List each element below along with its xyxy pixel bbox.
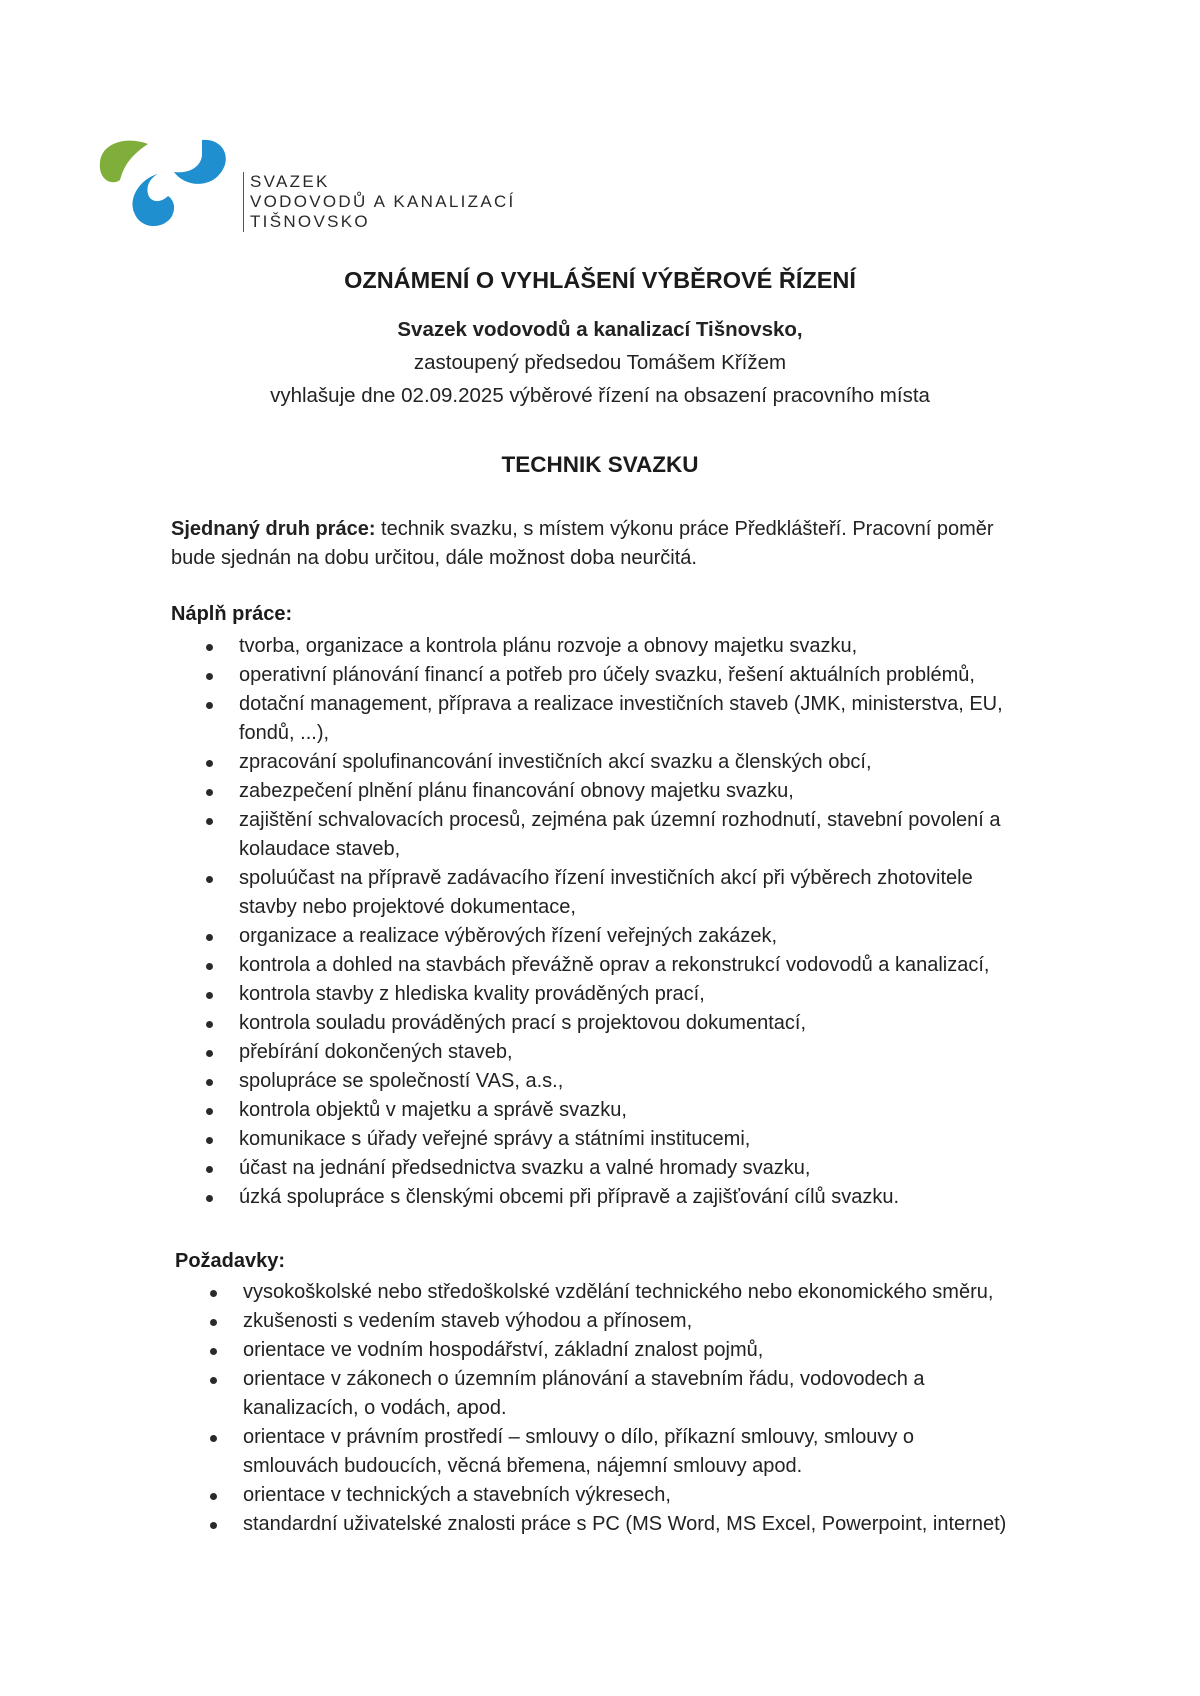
list-item-text: zkušenosti s vedením staveb výhodou a přínosem,: [243, 1310, 693, 1332]
bullet-icon: [210, 1377, 217, 1384]
blue-drop-lower-icon: [133, 174, 174, 226]
bullet-icon: [206, 1079, 213, 1086]
bullet-icon: [210, 1435, 217, 1442]
list-item: [171, 690, 1003, 748]
list-item-text: kontrola objektů v majetku a správě svazku,: [239, 1099, 627, 1121]
bullet-icon: [206, 1166, 213, 1173]
bullet-icon: [206, 876, 213, 883]
intro-announcement: vyhlašuje dne 02.09.2025 výběrové řízení na obsazení pracovního místa: [270, 384, 930, 407]
list-item-text: kontrola stavby z hlediska kvality prováděných prací,: [239, 983, 705, 1005]
list-item-text: stavby nebo projektové dokumentace,: [239, 896, 576, 918]
list-item: [175, 1510, 1006, 1539]
green-drop-icon: [100, 141, 148, 183]
bullet-icon: [206, 992, 213, 999]
intro-represented: zastoupený předsedou Tomášem Křížem: [413, 351, 787, 374]
duties-list: [171, 632, 1003, 1212]
work-type-text-line-2: bude sjednán na dobu určitou, dále možnost doba neurčitá.: [171, 547, 697, 569]
requirements-heading: Požadavky:: [175, 1250, 286, 1272]
list-item-text: fondů, ...),: [239, 722, 330, 744]
list-item-text: standardní uživatelské znalosti práce s PC (MS Word, MS Excel, Powerpoint, internet): [243, 1513, 1007, 1535]
bullet-icon: [206, 1050, 213, 1057]
bullet-icon: [206, 963, 213, 970]
organization-logo: [98, 138, 238, 233]
blue-drop-icon: [174, 140, 226, 184]
bullet-icon: [206, 644, 213, 651]
bullet-icon: [206, 1021, 213, 1028]
bullet-icon: [206, 760, 213, 767]
list-item: [175, 1481, 1006, 1510]
bullet-icon: [206, 1137, 213, 1144]
org-name-line-3: TIŠNOVSKO: [250, 212, 370, 231]
bullet-icon: [206, 702, 213, 709]
list-item-text: orientace v technických a stavebních výkresech,: [243, 1484, 671, 1506]
bullet-icon: [210, 1319, 217, 1326]
requirements-list: [175, 1278, 1006, 1539]
list-item: [171, 980, 1003, 1009]
bullet-icon: [206, 1195, 213, 1202]
list-item: [171, 1183, 1003, 1212]
list-item-text: organizace a realizace výběrových řízení veřejných zakázek,: [239, 925, 778, 947]
list-item: [175, 1423, 1006, 1481]
org-name-line-2: VODOVODŮ A KANALIZACÍ: [250, 192, 516, 211]
work-type-paragraph: [171, 515, 1071, 573]
list-item-text: orientace v zákonech o územním plánování a stavebním řádu, vodovodech a: [243, 1368, 925, 1390]
list-item: [171, 1067, 1003, 1096]
list-item: [171, 922, 1003, 951]
list-item: [171, 1154, 1003, 1183]
list-item-text: kontrola souladu prováděných prací s projektovou dokumentací,: [239, 1012, 807, 1034]
work-type-text-line-1: technik svazku, s místem výkonu práce Předklášteří. Pracovní poměr: [375, 518, 994, 540]
list-item-text: kolaudace staveb,: [239, 838, 401, 860]
bullet-icon: [210, 1348, 217, 1355]
list-item-text: spolupráce se společností VAS, a.s.,: [239, 1070, 564, 1092]
intro-organization: Svazek vodovodů a kanalizací Tišnovsko,: [397, 318, 803, 341]
list-item: [171, 1038, 1003, 1067]
list-item-text: zabezpečení plnění plánu financování obnovy majetku svazku,: [239, 780, 794, 802]
bullet-icon: [206, 934, 213, 941]
list-item: [175, 1336, 1006, 1365]
list-item-text: účast na jednání předsednictva svazku a valné hromady svazku,: [239, 1157, 811, 1179]
bullet-icon: [206, 818, 213, 825]
position-title: TECHNIK SVAZKU: [501, 452, 699, 477]
list-item: [171, 1125, 1003, 1154]
list-item: [171, 864, 1003, 922]
list-item: [171, 951, 1003, 980]
list-item: [171, 1009, 1003, 1038]
list-item-text: operativní plánování financí a potřeb pro účely svazku, řešení aktuálních problémů,: [239, 664, 975, 686]
list-item-text: kontrola a dohled na stavbách převážně oprav a rekonstrukcí vodovodů a kanalizací,: [239, 954, 990, 976]
list-item: [175, 1365, 1006, 1423]
list-item-text: orientace ve vodním hospodářství, základní znalost pojmů,: [243, 1339, 764, 1361]
list-item-text: spoluúčast na přípravě zadávacího řízení investičních akcí při výběrech zhotovitele: [239, 867, 973, 889]
duties-heading: Náplň práce:: [171, 603, 293, 625]
list-item: [171, 661, 1003, 690]
list-item-text: úzká spolupráce s členskými obcemi při přípravě a zajišťování cílů svazku.: [239, 1186, 899, 1208]
list-item-text: zpracování spolufinancování investičních akcí svazku a členských obcí,: [239, 751, 872, 773]
list-item: [171, 748, 1003, 777]
list-item-text: kanalizacích, o vodách, apod.: [243, 1397, 507, 1419]
list-item-text: dotační management, příprava a realizace investičních staveb (JMK, ministerstva, EU,: [239, 693, 1003, 715]
list-item-text: orientace v právním prostředí – smlouvy o dílo, příkazní smlouvy, smlouvy o: [243, 1426, 915, 1448]
list-item-text: tvorba, organizace a kontrola plánu rozvoje a obnovy majetku svazku,: [239, 635, 858, 657]
list-item-text: přebírání dokončených staveb,: [239, 1041, 513, 1063]
list-item: [171, 806, 1003, 864]
list-item: [175, 1278, 1006, 1307]
list-item: [171, 777, 1003, 806]
bullet-icon: [206, 789, 213, 796]
list-item-text: komunikace s úřady veřejné správy a státními institucemi,: [239, 1128, 751, 1150]
list-item-text: vysokoškolské nebo středoškolské vzdělání technického nebo ekonomického směru,: [243, 1281, 994, 1303]
organization-name: [243, 172, 516, 232]
list-item-text: zajištění schvalovacích procesů, zejména pak územní rozhodnutí, stavební povolení a: [239, 809, 1001, 831]
bullet-icon: [210, 1493, 217, 1500]
bullet-icon: [206, 673, 213, 680]
bullet-icon: [210, 1522, 217, 1529]
list-item: [171, 632, 1003, 661]
list-item: [175, 1307, 1006, 1336]
list-item: [171, 1096, 1003, 1125]
list-item-text: smlouvách budoucích, věcná břemena, nájemní smlouvy apod.: [243, 1455, 803, 1477]
org-name-line-1: SVAZEK: [250, 172, 330, 191]
document-title: OZNÁMENÍ O VYHLÁŠENÍ VÝBĚROVÉ ŘÍZENÍ: [344, 267, 856, 293]
bullet-icon: [206, 1108, 213, 1115]
work-type-label: Sjednaný druh práce:: [171, 518, 376, 540]
bullet-icon: [210, 1290, 217, 1297]
